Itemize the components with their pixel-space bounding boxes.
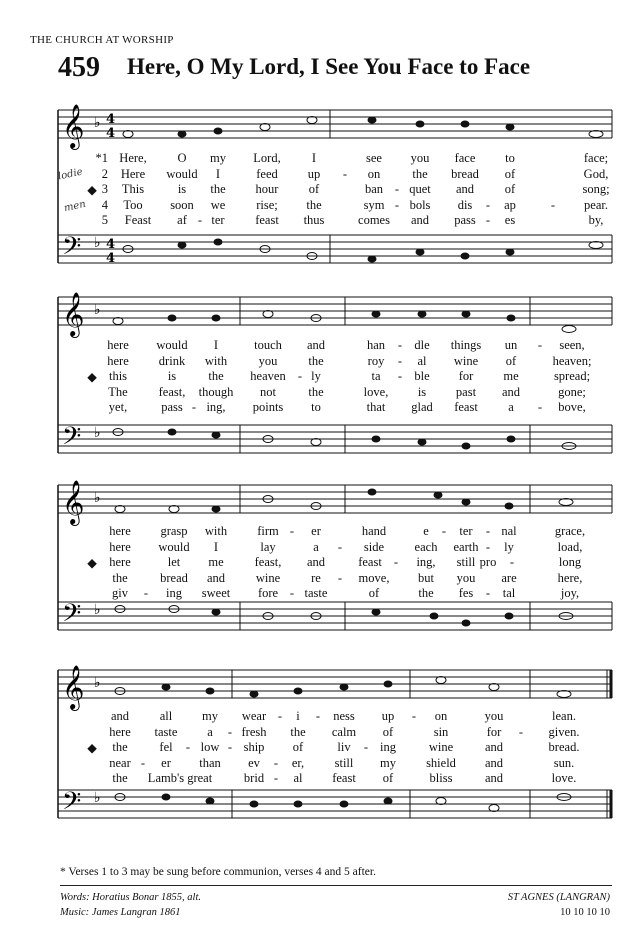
lyrics-system-4 [0,709,640,787]
svg-text:𝄞: 𝄞 [62,480,85,524]
svg-text:𝄢: 𝄢 [62,232,82,267]
verse-line: yet, pass - ing, points to that glad feast a - bove, [108,400,586,414]
verse-line: ◆ here let me feast, and feast - ing, still pro - long [87,555,582,570]
divider [60,885,612,886]
verse-line: here grasp with firm - er hand e - ter - nal grace, [109,524,586,538]
tune-name: ST AGNES (LANGRAN) [507,892,610,903]
verse-line: and all my wear - i - ness up - on you lean. [110,709,576,723]
svg-text:𝄞: 𝄞 [62,665,85,709]
verse-line: The feast, though not the love, is past and gone; [108,384,586,399]
verse-line: 3 ◆ This is the hour of ban - quet and of song; [87,182,610,197]
verse-line: 2 Here would I feed up - on the bread of God, [101,166,609,181]
handwritten-annotation: lodie [57,166,84,183]
svg-text:𝄢: 𝄢 [62,422,82,457]
svg-text:𝄢: 𝄢 [62,787,82,822]
handwritten-annotation: men [63,198,87,215]
lyrics-system-1 [0,151,640,229]
svg-text:𝄢: 𝄢 [62,599,82,634]
verse-line: here would I lay a - side each earth - ly load, [109,539,583,554]
svg-text:♭: ♭ [94,602,101,618]
svg-text:𝄞: 𝄞 [62,292,85,336]
verse-line: here drink with you the roy - al wine of heaven; [107,353,592,368]
verse-line: here would I touch and han - dle things un - seen, [107,338,585,352]
svg-text:4: 4 [106,251,116,266]
footnote: * Verses 1 to 3 may be sung before communion, verses 4 and 5 after. [60,866,376,878]
lyrics-system-3 [0,524,640,602]
svg-text:4: 4 [106,126,116,141]
section-header: THE CHURCH AT WORSHIP [30,34,174,46]
meter: 10 10 10 10 [560,907,610,918]
hymn-title: Here, O My Lord, I See You Face to Face [127,54,531,79]
svg-text:♭: ♭ [94,115,101,131]
lyrics-system-2 [0,338,640,416]
svg-text:♭: ♭ [94,425,101,441]
svg-text:𝄞: 𝄞 [62,104,85,148]
verse-line: *1 Here, O my Lord, I see you face to face; [95,151,609,165]
verse-line: 4 Too soon we rise; the sym - bols dis - ap - pear. [101,197,608,212]
svg-text:4: 4 [106,112,116,127]
svg-text:4: 4 [106,237,116,252]
hymn-number: 459 [58,52,100,83]
music-credit: Music: James Langran 1861 [60,907,181,918]
verse-line: the Lamb's great brid - al feast of bliss and love. [112,771,577,785]
words-credit: Words: Horatius Bonar 1855, alt. [60,892,201,903]
svg-text:♭: ♭ [94,490,101,506]
verse-line: ◆ this is the heaven - ly ta - ble for me spread; [87,369,591,384]
verse-line: the bread and wine re - move, but you are here, [112,570,583,585]
verse-line: here taste a - fresh the calm of sin for - given. [109,724,580,739]
verse-line: giv - ing sweet fore - taste of the fes - tal joy, [112,586,580,600]
svg-text:♭: ♭ [94,302,101,318]
verse-line: 5 Feast af - ter feast thus comes and pass - es by, [101,213,604,227]
svg-text:♭: ♭ [94,675,101,691]
verse-line: near - er than ev - er, still my shield and sun. [109,755,575,770]
svg-text:♭: ♭ [94,235,101,251]
verse-line: ◆ the fel - low - ship of liv - ing wine and bread. [87,740,580,755]
svg-text:♭: ♭ [94,790,101,806]
